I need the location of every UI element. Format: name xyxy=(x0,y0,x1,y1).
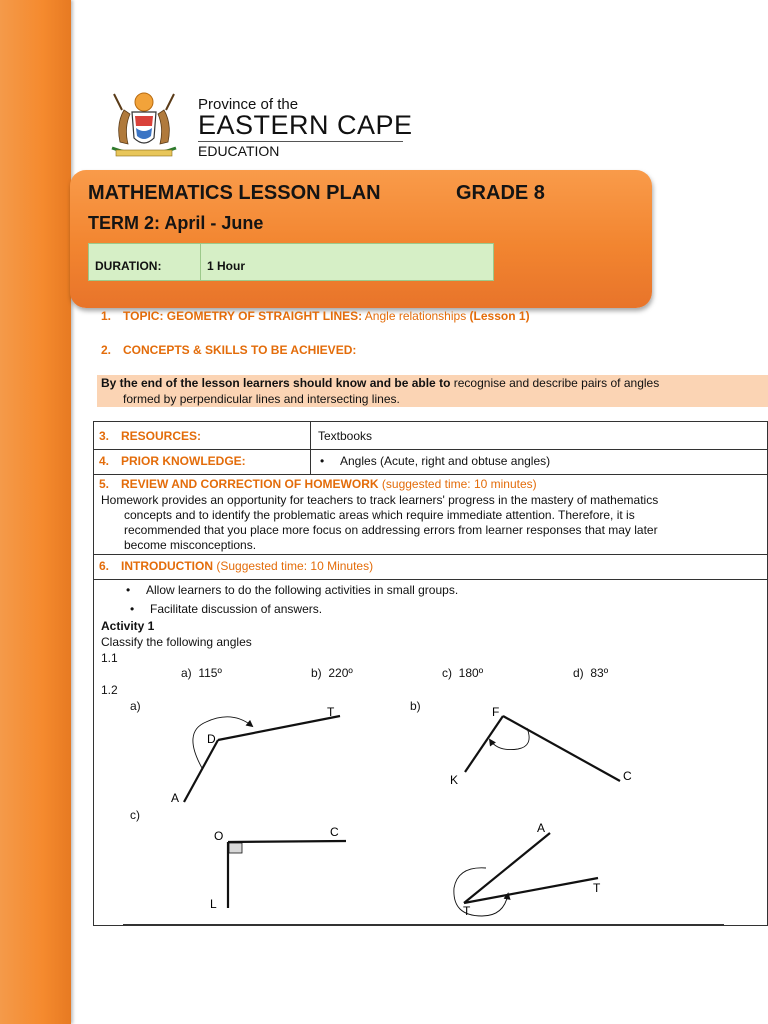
item-label: a) xyxy=(181,666,192,680)
topic-heading xyxy=(101,309,530,323)
objective-line2: formed by perpendicular lines and intersecting lines. xyxy=(123,392,400,406)
point-label: D xyxy=(207,732,216,746)
review-time: (suggested time: 10 minutes) xyxy=(381,477,537,491)
intro-time: (Suggested time: 10 Minutes) xyxy=(216,559,374,573)
point-label: L xyxy=(210,897,217,911)
lesson-banner xyxy=(70,170,652,308)
review-paragraph-line: recommended that you place more focus on addressing errors from learner responses that may later xyxy=(124,523,658,537)
intro-label: INTRODUCTION xyxy=(121,559,213,573)
coat-of-arms-icon xyxy=(94,90,194,162)
diagram-c-label: c) xyxy=(130,808,140,822)
angle-diagram-b xyxy=(450,705,632,787)
point-label: O xyxy=(214,829,224,843)
bullet-2-text: Facilitate discussion of answers. xyxy=(150,602,323,616)
topic-label: TOPIC: GEOMETRY OF STRAIGHT LINES: xyxy=(123,309,363,323)
diagram-b-label: b) xyxy=(410,699,421,713)
topic-value: Angle relationships xyxy=(364,309,467,323)
concepts-number: 2. xyxy=(101,343,112,357)
line-dt xyxy=(218,716,340,740)
resources-value: Textbooks xyxy=(318,429,373,443)
resources-label: RESOURCES: xyxy=(121,429,202,443)
duration-divider xyxy=(200,244,201,280)
line-tt xyxy=(464,878,598,903)
item-value: 83º xyxy=(590,666,609,680)
review-paragraph-line: concepts and to identify the problematic areas which require immediate attention. Therefore, it is xyxy=(124,508,635,522)
logo-province-text: Province of the xyxy=(198,96,299,113)
logo-eastern-cape-text: EASTERN CAPE xyxy=(198,110,413,140)
point-label: K xyxy=(450,773,459,787)
point-label: A xyxy=(537,821,546,835)
question-1-2-number: 1.2 xyxy=(101,683,118,697)
lesson-table xyxy=(93,421,768,926)
item-value: 220º xyxy=(328,666,353,680)
logo-education-text: EDUCATION xyxy=(198,143,280,159)
duration-value: 1 Hour xyxy=(207,259,246,273)
concepts-heading xyxy=(101,343,356,357)
prior-value-text: Angles (Acute, right and obtuse angles) xyxy=(340,454,551,468)
point-label: T xyxy=(593,881,601,895)
lesson-grade: GRADE 8 xyxy=(456,182,545,204)
bullet-1-text: Allow learners to do the following activities in small groups. xyxy=(146,583,459,597)
item-label: c) xyxy=(442,666,452,680)
activity-title: Activity 1 xyxy=(101,619,155,633)
resources-number: 3. xyxy=(99,429,110,443)
review-paragraph-line: Homework provides an opportunity for teachers to track learners' progress in the mastery of mathematics xyxy=(101,493,659,507)
point-label: C xyxy=(330,825,339,839)
lesson-title: MATHEMATICS LESSON PLAN xyxy=(88,182,381,204)
line-oc xyxy=(228,841,346,842)
angle-diagram-a xyxy=(171,705,340,805)
topic-lesson: (Lesson 1) xyxy=(469,309,530,323)
angle-diagram-d xyxy=(454,821,601,918)
lesson-term: TERM 2: April - June xyxy=(88,213,264,233)
duration-box xyxy=(88,243,494,281)
diagram-a-label: a) xyxy=(130,699,141,713)
prior-label: PRIOR KNOWLEDGE: xyxy=(121,454,246,468)
question-1-1-number: 1.1 xyxy=(101,651,118,665)
objective-rest: recognise and describe pairs of angles xyxy=(453,376,660,390)
topic-number: 1. xyxy=(101,309,112,323)
activity-instruction: Classify the following angles xyxy=(101,635,252,649)
point-label: C xyxy=(623,769,632,783)
review-paragraph-line: become misconceptions. xyxy=(124,538,257,552)
logo-rule xyxy=(198,141,403,142)
item-value: 180º xyxy=(458,666,484,680)
duration-label: DURATION: xyxy=(95,259,162,273)
item-label: b) xyxy=(311,666,322,680)
item-value: 115º xyxy=(198,666,222,680)
intro-number: 6. xyxy=(99,559,110,573)
review-number: 5. xyxy=(99,477,110,491)
line-da xyxy=(184,740,218,802)
objective-highlight xyxy=(97,375,768,407)
concepts-label: CONCEPTS & SKILLS TO BE ACHIEVED: xyxy=(123,343,357,357)
angle-arc-a xyxy=(193,717,252,768)
item-label: d) xyxy=(573,666,584,680)
eastern-cape-logo xyxy=(94,90,414,162)
point-label: F xyxy=(492,705,500,719)
objective-bold: By the end of the lesson learners should know and be able to xyxy=(101,376,451,390)
point-label: T xyxy=(463,904,471,918)
angle-diagram-c xyxy=(210,825,346,911)
line-fk xyxy=(465,716,503,772)
point-label: T xyxy=(327,705,335,719)
review-label: REVIEW AND CORRECTION OF HOMEWORK xyxy=(121,477,379,491)
prior-number: 4. xyxy=(99,454,110,468)
angle-arc-b xyxy=(490,728,529,750)
objective-line1 xyxy=(101,376,659,390)
point-label: A xyxy=(171,791,180,805)
angle-diagrams xyxy=(94,422,767,925)
right-angle-marker xyxy=(229,843,242,853)
left-accent-bar xyxy=(0,0,71,1024)
